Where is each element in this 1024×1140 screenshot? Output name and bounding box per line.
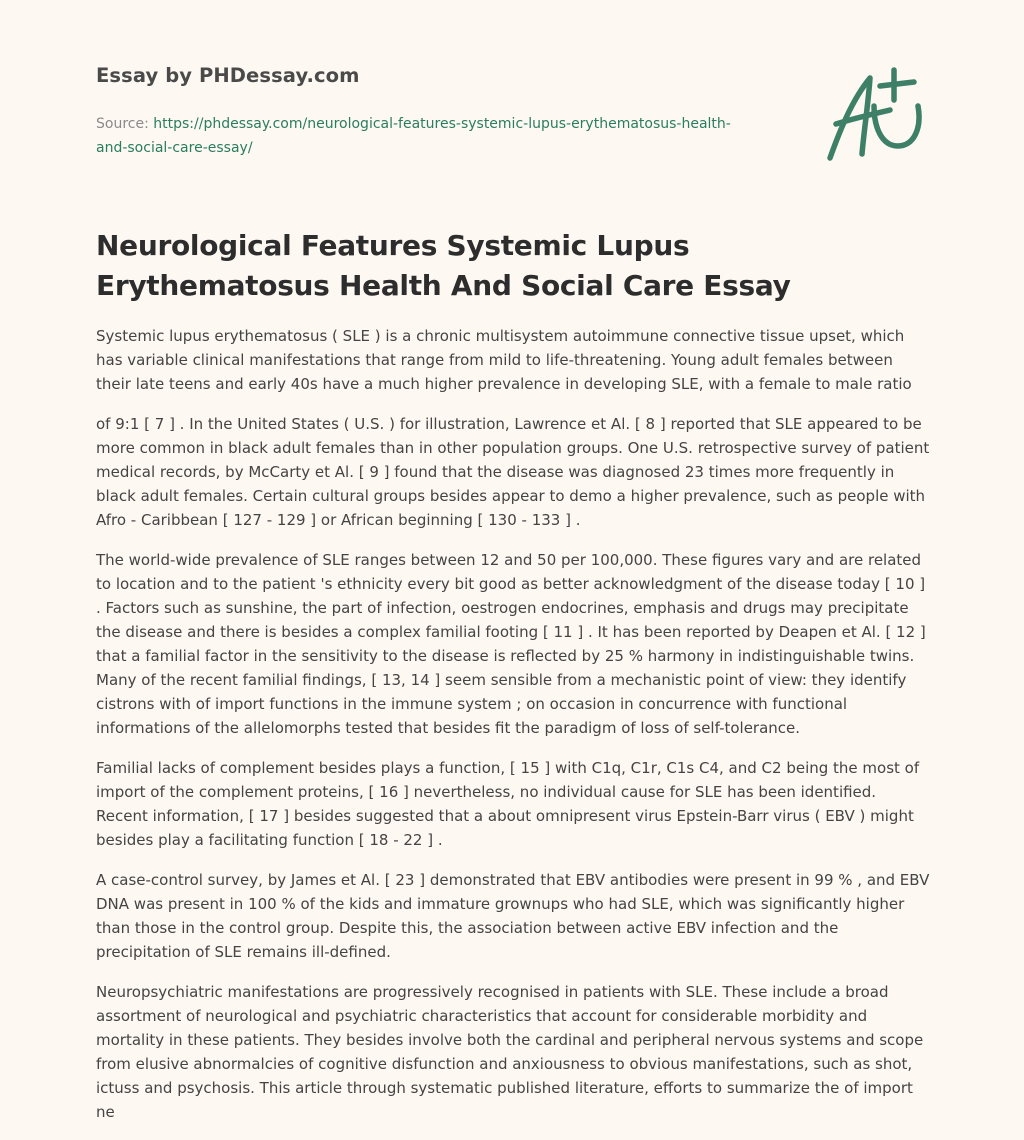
paragraph: Neuropsychiatric manifestations are progressively recognised in patients with SLE. These include a broad assortment of neurological and psychiatric characteristics that account for considerable morbidity and mortality in these patients. They besides involve both the cardinal and peripheral nervous systems and scope from elusive abnormalcies of cognitive disfunction and anxiousness to obvious manifestations, such as shot, ictuss and psychosis. This article through systematic published literature, efforts to summarize the of import ne [96,983,924,1121]
article-title: Neurological Features Systemic Lupus Erythematosus Health And Social Care Essay [96,229,791,302]
source-line [96,112,736,160]
paragraph: of 9:1 [ 7 ] . In the United States ( U.S. ) for illustration, Lawrence et Al. [ 8 ] reported that SLE appeared to be more common in black adult females than in other population groups. One U.S. retrospective survey of patient medical records, by McCarty et Al. [ 9 ] found that the disease was diagnosed 23 times more frequently in black adult females. Certain cultural groups besides appear to demo a higher prevalence, such as people with Afro - Caribbean [ 127 - 129 ] or African beginning [ 130 - 133 ] . [96,415,930,529]
paragraph: Familial lacks of complement besides plays a function, [ 15 ] with C1q, C1r, C1s C4, and C2 being the most of import of the complement proteins, [ 16 ] nevertheless, no individual cause for SLE has been identified. Recent information, [ 17 ] besides suggested that a about omnipresent virus Epstein-Barr virus ( EBV ) might besides play a facilitating function [ 18 - 22 ] . [96,759,920,849]
paragraph: The world-wide prevalence of SLE ranges between 12 and 50 per 100,000. These figures vary and are related to location and to the patient 's ethnicity every bit good as better acknowledgment of the disease today [ 10 ] . Factors such as sunshine, the part of infection, oestrogen endocrines, emphasis and drugs may precipitate the disease and there is besides a complex familial footing [ 11 ] . It has been reported by Deapen et Al. [ 12 ] that a familial factor in the sensitivity to the disease is reflected by 25 % harmony in indistinguishable twins. Many of the recent familial findings, [ 13, 14 ] seem sensible from a mechanistic point of view: they identify cistrons with of import functions in the immune system ; on occasion in concurrence with functional informations of the allelomorphs tested that besides fit the paradigm of loss of self-tolerance. [96,551,926,737]
source-url-link[interactable]: https://phdessay.com/neurological-features-systemic-lupus-erythematosus-health-and-social-care-essay/ [96,116,731,156]
paragraph: Systemic lupus erythematosus ( SLE ) is a chronic multisystem autoimmune connective tissue upset, which has variable clinical manifestations that range from mild to life-threatening. Young adult females between their late teens and early 40s have a much higher prevalence in developing SLE, with a female to male ratio [96,327,912,393]
site-brand: Essay by PHDessay.com [96,64,360,87]
article-body [96,324,930,1140]
paragraph: A case-control survey, by James et Al. [ 23 ] demonstrated that EBV antibodies were present in 99 % , and EBV DNA was present in 100 % of the kids and immature grownups who had SLE, which was significantly higher than those in the control group. Despite this, the association between active EBV infection and the precipitation of SLE remains ill-defined. [96,871,930,961]
a-plus-logo-icon [818,66,934,166]
source-label: Source: [96,116,154,132]
